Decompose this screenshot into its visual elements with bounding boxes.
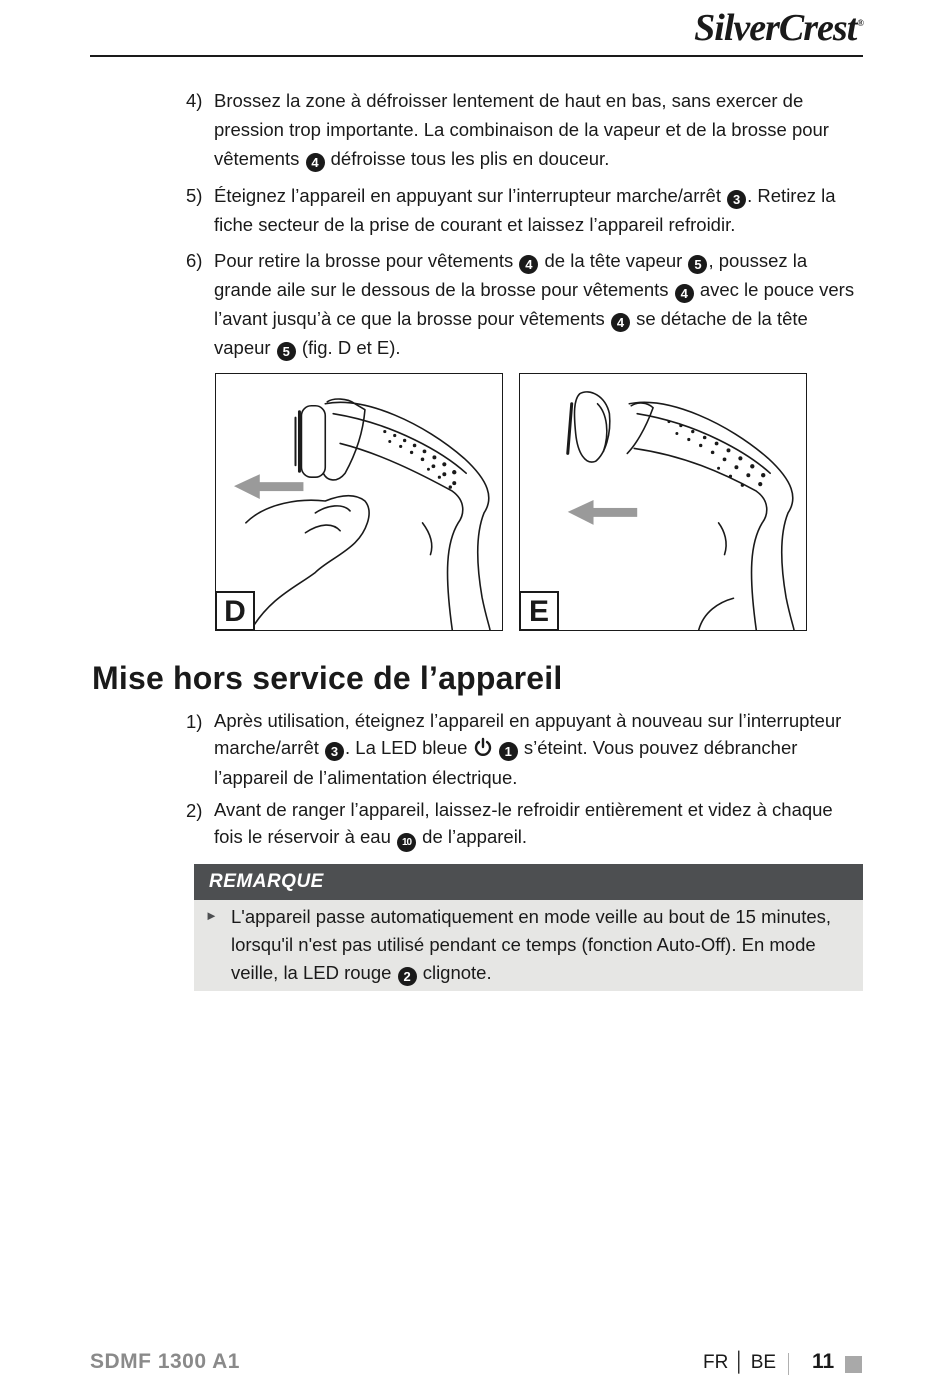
power-icon [473, 737, 493, 764]
footer-square-icon [845, 1356, 862, 1373]
note-box [194, 864, 863, 991]
text-run: s’éteint. Vous pouvez débrancher l’appareil de l’alimentation électrique. [214, 737, 798, 788]
text-run: clignote. [417, 962, 492, 983]
circled-number: 5 [277, 342, 296, 361]
circled-number: 4 [519, 255, 538, 274]
text-run: Avant de ranger l’appareil, laissez-le refroidir entièrement et videz à chaque fois le réservoir à eau [214, 799, 833, 847]
figure-e [519, 373, 807, 631]
brand-logo [694, 6, 863, 50]
registered-mark: ® [857, 18, 863, 29]
text-run: avec le pouce vers l’avant jusqu’à ce que la brosse pour vêtements [214, 279, 855, 329]
section-title: Mise hors service de l’appareil [92, 660, 563, 696]
circled-number: 4 [675, 284, 694, 303]
text-run: (fig. D et E). [296, 337, 401, 358]
step-number: 4) [186, 90, 203, 111]
text-run: Après utilisation, éteignez l’appareil en appuyant à nouveau sur l’interrupteur marche/arrêt [214, 710, 842, 758]
brand-name: SilverCrest [694, 7, 857, 49]
step-5 [186, 181, 856, 239]
circled-number: 2 [398, 967, 417, 986]
note-text [231, 903, 851, 987]
step-number: 5) [186, 185, 203, 206]
step-text [214, 707, 856, 791]
steamer-brush-removal-illustration [216, 374, 502, 630]
step-text [214, 246, 856, 362]
step-text [214, 796, 856, 852]
text-run: Brossez la zone à défroisser lentement de haut en bas, sans exercer de pression trop importante. La combinaison de la vapeur et de la brosse pour vêtements [214, 90, 829, 169]
step-number: 1) [186, 711, 203, 732]
text-run: défroisse tous les plis en douceur. [325, 148, 610, 169]
circled-number: 4 [611, 313, 630, 332]
text-run: de la tête vapeur [539, 250, 688, 271]
circled-number: 1 [499, 742, 518, 761]
step-2 [186, 796, 856, 852]
text-run: , poussez la grande aile sur le dessous de la brosse pour vêtements [214, 250, 808, 300]
text-run: de l’appareil. [417, 826, 528, 847]
footer-separator [788, 1353, 789, 1375]
text-run: Éteignez l’appareil en appuyant sur l’interrupteur marche/arrêt [214, 185, 727, 206]
step-1 [186, 707, 856, 791]
step-text [214, 86, 856, 173]
figure-d [215, 373, 503, 631]
bullet-arrow-icon: ► [205, 908, 218, 923]
step-4 [186, 86, 856, 173]
circled-number: 3 [325, 742, 344, 761]
footer-language: FR │ BE [703, 1352, 777, 1373]
step-number: 6) [186, 250, 203, 271]
footer-model: SDMF 1300 A1 [90, 1350, 240, 1373]
page-number: 11 [812, 1350, 835, 1373]
circled-number: 4 [306, 153, 325, 172]
figure-label-d: D [215, 591, 255, 631]
circled-number: 10 [397, 833, 416, 852]
note-heading: REMARQUE [194, 864, 863, 900]
text-run: . Retirez la fiche secteur de la prise de courant et laissez l’appareil refroidir. [214, 185, 836, 235]
text-run: L'appareil passe automatiquement en mode veille au bout de 15 minutes, lorsqu'il n'est pas utilisé pendant ce temps (fonction Auto-Off). En mode veille, la LED rouge [231, 906, 832, 983]
text-run [493, 737, 498, 758]
steamer-brush-detached-illustration [520, 374, 806, 630]
step-6 [186, 246, 856, 362]
text-run: Pour retire la brosse pour vêtements [214, 250, 519, 271]
step-number: 2) [186, 800, 203, 821]
circled-number: 3 [727, 190, 746, 209]
step-text [214, 181, 856, 239]
header-rule [90, 55, 863, 57]
circled-number: 5 [688, 255, 707, 274]
figure-label-e: E [519, 591, 559, 631]
text-run: se détache de la tête vapeur [214, 308, 808, 358]
text-run: . La LED bleue [345, 737, 473, 758]
